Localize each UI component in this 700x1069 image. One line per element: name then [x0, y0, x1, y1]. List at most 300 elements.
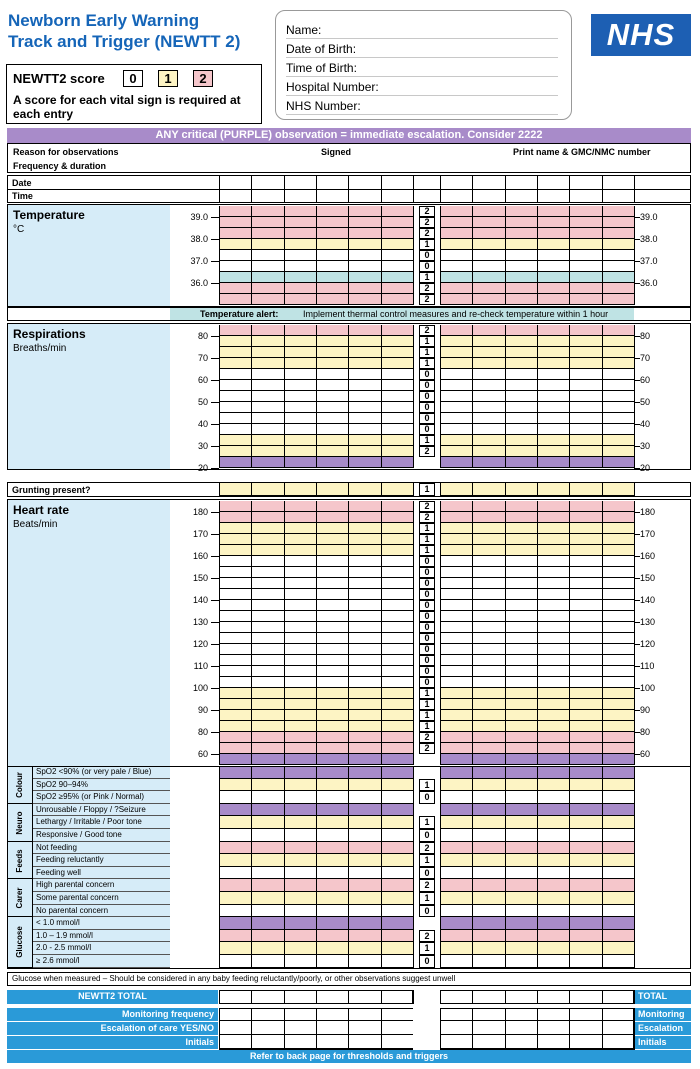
grid-line — [413, 325, 414, 468]
category-score: 1 — [419, 816, 435, 829]
grid-line — [602, 483, 603, 496]
grid-line — [316, 175, 317, 203]
category-score: 1 — [419, 942, 435, 955]
respirations-score: 0 — [419, 380, 435, 391]
grid-line — [440, 501, 441, 765]
grid-line — [537, 1008, 538, 1050]
grid-line — [440, 325, 441, 468]
tick — [634, 622, 640, 623]
tick — [211, 666, 219, 667]
category-row-label: Feeding reluctantly — [33, 854, 170, 867]
temperature-score: 2 — [419, 206, 435, 217]
heart_rate-score: 1 — [419, 721, 435, 732]
tick — [211, 556, 219, 557]
heart_rate-score: 0 — [419, 578, 435, 589]
grid-line — [284, 501, 285, 765]
heart_rate-tick-right: 170 — [640, 529, 656, 539]
category-score: 2 — [419, 930, 435, 943]
tick — [634, 534, 640, 535]
grid-line — [602, 175, 603, 203]
category-name: Feeds — [14, 848, 24, 873]
tick — [634, 732, 640, 733]
tick — [634, 261, 640, 262]
grid-line — [634, 766, 635, 968]
temperature-score: 1 — [419, 239, 435, 250]
tick — [634, 468, 640, 469]
tick — [634, 710, 640, 711]
heart_rate-tick-right: 110 — [640, 661, 655, 671]
grid-line — [316, 483, 317, 496]
grid-line — [505, 766, 506, 968]
grid-line — [440, 483, 441, 496]
grid-line — [284, 1008, 285, 1050]
grid-line — [251, 325, 252, 468]
glucose-note: Glucose when measured – Should be considered in any baby feeding reluctantly/poorly, or other observations suggest unwell — [7, 972, 691, 986]
respirations-tick-right: 60 — [640, 375, 651, 385]
grid-line — [219, 501, 220, 765]
temperature-score: 2 — [419, 283, 435, 294]
grid-line — [219, 990, 220, 1004]
category-score: 0 — [419, 829, 435, 842]
grid-line — [537, 766, 538, 968]
heart_rate-score: 2 — [419, 501, 435, 512]
tick — [211, 283, 219, 284]
footer-label-right: Monitoring — [635, 1008, 691, 1021]
back-page-note: Refer to back page for thresholds and triggers — [7, 1050, 691, 1063]
patient-details — [275, 10, 572, 120]
grid-line — [634, 990, 635, 1004]
nhs-number-field[interactable]: NHS Number: — [286, 97, 558, 115]
footer-label-right: Escalation — [635, 1022, 691, 1035]
grid-line — [251, 501, 252, 765]
category-row-label: 1.0 – 1.9 mmol/l — [33, 930, 170, 943]
grid-line — [316, 990, 317, 1004]
tick — [211, 261, 219, 262]
heart_rate-score: 2 — [419, 512, 435, 523]
grid-line — [413, 501, 414, 765]
respirations-tick-left: 30 — [197, 441, 208, 451]
respirations-score: 2 — [419, 325, 435, 336]
reason-label: Reason for observations — [13, 147, 119, 157]
respirations-tick-left: 70 — [197, 353, 208, 363]
tick — [634, 556, 640, 557]
temperature-tick-left: 37.0 — [190, 256, 208, 266]
category-row-label: Some parental concern — [33, 892, 170, 905]
score-1-swatch: 1 — [158, 70, 178, 87]
temperature-score: 2 — [419, 294, 435, 305]
grid-line — [569, 990, 570, 1004]
heart_rate-score: 0 — [419, 644, 435, 655]
grid-line — [537, 206, 538, 305]
grid-line — [537, 325, 538, 468]
grid-line — [537, 501, 538, 765]
category-score: 0 — [419, 905, 435, 918]
grid-line — [505, 325, 506, 468]
grid-line — [316, 206, 317, 305]
temperature-name: Temperature — [13, 208, 85, 222]
heart_rate-tick-right: 140 — [640, 595, 656, 605]
grid-line — [219, 206, 220, 305]
grid-line — [602, 501, 603, 765]
tick — [634, 380, 640, 381]
grid-line — [381, 206, 382, 305]
heart_rate-tick-right: 60 — [640, 749, 651, 759]
heart_rate-tick-left: 60 — [197, 749, 208, 759]
total-label-left: NEWTT2 TOTAL — [7, 990, 218, 1004]
title-line-2: Track and Trigger (NEWTT 2) — [8, 32, 241, 51]
grid-line — [219, 483, 220, 496]
grid-line — [440, 1008, 441, 1050]
tick — [211, 217, 219, 218]
tick — [211, 534, 219, 535]
respirations-score: 1 — [419, 358, 435, 369]
category-row-label: SpO2 <90% (or very pale / Blue) — [33, 766, 170, 779]
grid-line — [251, 990, 252, 1004]
category-row-label: High parental concern — [33, 879, 170, 892]
grid-line — [251, 766, 252, 968]
category-row-label: SpO2 ≥95% (or Pink / Normal) — [33, 791, 170, 804]
tick — [634, 424, 640, 425]
respirations-tick-left: 50 — [197, 397, 208, 407]
heart_rate-tick-right: 100 — [640, 683, 656, 693]
temperature-tick-left: 38.0 — [190, 234, 208, 244]
grid-line — [602, 766, 603, 968]
tick — [211, 754, 219, 755]
grid-line — [602, 206, 603, 305]
tick — [634, 402, 640, 403]
grid-line — [348, 501, 349, 765]
date-label: Date — [12, 178, 32, 188]
respirations-unit: Breaths/min — [13, 343, 67, 354]
print-name-label: Print name & GMC/NMC number — [513, 147, 651, 157]
grid-line — [284, 325, 285, 468]
nhs-logo: NHS — [591, 14, 691, 56]
temperature-unit: °C — [13, 224, 25, 235]
grid-line — [505, 175, 506, 203]
grid-line — [251, 175, 252, 203]
tick — [211, 732, 219, 733]
category-score: 2 — [419, 879, 435, 892]
grid-line — [472, 206, 473, 305]
heart_rate-tick-left: 80 — [197, 727, 208, 737]
category-row-label: Lethargy / Irritable / Poor tone — [33, 816, 170, 829]
grid-line — [569, 1008, 570, 1050]
heart_rate-score: 2 — [419, 732, 435, 743]
heart_rate-score: 0 — [419, 611, 435, 622]
tick — [211, 424, 219, 425]
grid-line — [472, 325, 473, 468]
grid-line — [634, 1008, 635, 1050]
grid-line — [381, 501, 382, 765]
temperature-tick-right: 39.0 — [640, 212, 658, 222]
tick — [211, 622, 219, 623]
score-key-note: A score for each vital sign is required at each entry — [13, 93, 241, 121]
category-name: Glucose — [15, 926, 25, 959]
grid-line — [634, 206, 635, 305]
grid-line — [219, 1008, 220, 1050]
respirations-score: 0 — [419, 402, 435, 413]
temperature-score: 1 — [419, 272, 435, 283]
heart_rate-score: 0 — [419, 677, 435, 688]
category-row-label: < 1.0 mmol/l — [33, 917, 170, 930]
heart_rate-label-panel — [8, 500, 170, 766]
hospital-number-field[interactable]: Hospital Number: — [286, 78, 558, 96]
tick — [634, 578, 640, 579]
grid-line — [472, 483, 473, 496]
grid-line — [284, 175, 285, 203]
temp-alert-bold: Temperature alert: — [200, 309, 279, 319]
tick — [634, 688, 640, 689]
grid-line — [381, 766, 382, 968]
respirations-tick-left: 40 — [197, 419, 208, 429]
score-2-swatch: 2 — [193, 70, 213, 87]
heart_rate-tick-left: 120 — [192, 639, 208, 649]
temperature-tick-right: 36.0 — [640, 278, 658, 288]
grid-line — [251, 1008, 252, 1050]
tick — [211, 358, 219, 359]
category-row-label: Feeding well — [33, 867, 170, 880]
heart_rate-score: 0 — [419, 622, 435, 633]
respirations-tick-right: 30 — [640, 441, 651, 451]
heart_rate-unit: Beats/min — [13, 519, 58, 530]
heart_rate-score: 1 — [419, 688, 435, 699]
grid-line — [602, 990, 603, 1004]
grid-line — [634, 501, 635, 765]
heart_rate-score: 0 — [419, 567, 435, 578]
total-label-right: TOTAL — [635, 990, 691, 1004]
grid-line — [472, 990, 473, 1004]
grid-line — [440, 766, 441, 968]
grid-line — [284, 206, 285, 305]
tick — [211, 644, 219, 645]
grid-line — [348, 206, 349, 305]
heart_rate-score: 0 — [419, 666, 435, 677]
heart_rate-score: 0 — [419, 556, 435, 567]
tob-field[interactable]: Time of Birth: — [286, 59, 558, 77]
heart_rate-tick-left: 110 — [193, 661, 208, 671]
heart_rate-tick-right: 150 — [640, 573, 656, 583]
grid-line — [569, 483, 570, 496]
respirations-score: 1 — [419, 336, 435, 347]
tick — [211, 402, 219, 403]
respirations-score: 0 — [419, 424, 435, 435]
grunting-label: Grunting present? — [12, 485, 91, 495]
heart_rate-score: 1 — [419, 699, 435, 710]
footer-label-right: Initials — [635, 1036, 691, 1049]
grid-line — [634, 483, 635, 496]
respirations-tick-right: 80 — [640, 331, 651, 341]
heart_rate-tick-right: 80 — [640, 727, 651, 737]
heart_rate-tick-left: 140 — [192, 595, 208, 605]
grid-line — [219, 325, 220, 468]
respirations-tick-right: 40 — [640, 419, 651, 429]
grid-line — [251, 483, 252, 496]
grid-line — [413, 766, 414, 968]
tick — [211, 336, 219, 337]
heart_rate-tick-left: 170 — [192, 529, 208, 539]
grid-line — [472, 175, 473, 203]
grid-line — [413, 483, 414, 496]
tick — [634, 217, 640, 218]
temperature-tick-left: 36.0 — [190, 278, 208, 288]
heart_rate-score: 0 — [419, 600, 435, 611]
dob-field[interactable]: Date of Birth: — [286, 40, 558, 58]
respirations-tick-left: 80 — [197, 331, 208, 341]
tick — [211, 512, 219, 513]
respirations-score: 0 — [419, 391, 435, 402]
grid-line — [316, 501, 317, 765]
temperature-score: 2 — [419, 217, 435, 228]
grid-line — [316, 1008, 317, 1050]
grid-line — [219, 766, 220, 968]
title-line-1: Newborn Early Warning — [8, 11, 200, 30]
temperature-tick-left: 39.0 — [190, 212, 208, 222]
respirations-score: 1 — [419, 435, 435, 446]
grid-line — [537, 175, 538, 203]
time-label: Time — [12, 191, 33, 201]
score-0-swatch: 0 — [123, 70, 143, 87]
heart_rate-score: 1 — [419, 710, 435, 721]
grid-line — [348, 1008, 349, 1050]
tick — [634, 358, 640, 359]
respirations-tick-right: 70 — [640, 353, 651, 363]
grid-line — [381, 1008, 382, 1050]
heart_rate-tick-left: 90 — [197, 705, 208, 715]
category-name: Carer — [14, 887, 24, 909]
form-title — [8, 10, 278, 52]
tick — [634, 512, 640, 513]
tick — [634, 336, 640, 337]
grid-line — [219, 175, 220, 203]
category-score: 1 — [419, 892, 435, 905]
tick — [634, 239, 640, 240]
footer-gap — [413, 1008, 440, 1050]
temperature-score: 0 — [419, 250, 435, 261]
heart_rate-tick-right: 180 — [640, 507, 656, 517]
grid-line — [348, 766, 349, 968]
tick — [211, 578, 219, 579]
respirations-score: 0 — [419, 413, 435, 424]
temperature-score: 0 — [419, 261, 435, 272]
heart_rate-score: 1 — [419, 545, 435, 556]
heart_rate-score: 1 — [419, 523, 435, 534]
tick — [634, 446, 640, 447]
grid-line — [472, 1008, 473, 1050]
heart_rate-tick-right: 120 — [640, 639, 656, 649]
grid-line — [316, 766, 317, 968]
temperature-score: 2 — [419, 228, 435, 239]
tick — [211, 446, 219, 447]
category-score: 1 — [419, 779, 435, 792]
grid-line — [440, 990, 441, 1004]
respirations-name: Respirations — [13, 327, 86, 341]
category-row-label: ≥ 2.6 mmol/l — [33, 955, 170, 968]
respirations-tick-left: 20 — [197, 463, 208, 473]
grid-line — [569, 325, 570, 468]
grid-line — [348, 325, 349, 468]
grid-line — [348, 990, 349, 1004]
score-key-label: NEWTT2 score — [13, 71, 105, 86]
tick — [211, 688, 219, 689]
heart_rate-tick-right: 160 — [640, 551, 656, 561]
score-key — [6, 64, 262, 124]
grid-line — [602, 1008, 603, 1050]
tick — [211, 380, 219, 381]
heart_rate-tick-left: 180 — [192, 507, 208, 517]
name-field[interactable]: Name: — [286, 21, 558, 39]
grid-line — [537, 990, 538, 1004]
temperature-tick-right: 38.0 — [640, 234, 658, 244]
grid-line — [413, 206, 414, 305]
temp-alert-text: Implement thermal control measures and re-check temperature within 1 hour — [303, 309, 609, 319]
grid-line — [505, 206, 506, 305]
respirations-score: 1 — [419, 347, 435, 358]
grid-line — [381, 175, 382, 203]
grid-line — [602, 325, 603, 468]
heart_rate-score: 0 — [419, 633, 435, 644]
tick — [634, 644, 640, 645]
grid-line — [634, 175, 635, 203]
category-row-label: SpO2 90–94% — [33, 779, 170, 792]
grid-line — [569, 206, 570, 305]
heart_rate-score: 2 — [419, 743, 435, 754]
category-name: Colour — [14, 772, 24, 798]
grid-line — [284, 990, 285, 1004]
heart_rate-name: Heart rate — [13, 503, 70, 517]
heart_rate-tick-left: 100 — [192, 683, 208, 693]
grid-line — [537, 483, 538, 496]
category-row-label: Unrousable / Floppy / ?Seizure — [33, 804, 170, 817]
category-score: 0 — [419, 791, 435, 804]
grid-line — [348, 175, 349, 203]
frequency-label: Frequency & duration — [13, 161, 107, 171]
temperature-tick-right: 37.0 — [640, 256, 658, 266]
grid-line — [472, 766, 473, 968]
grunting-score: 1 — [419, 483, 435, 496]
respirations-tick-left: 60 — [197, 375, 208, 385]
observation-header — [7, 143, 691, 173]
tick — [634, 283, 640, 284]
respirations-tick-right: 20 — [640, 463, 651, 473]
grid-line — [505, 990, 506, 1004]
category-row-label: No parental concern — [33, 905, 170, 918]
heart_rate-tick-left: 160 — [192, 551, 208, 561]
heart_rate-score: 0 — [419, 655, 435, 666]
category-row-label: Responsive / Good tone — [33, 829, 170, 842]
heart_rate-tick-right: 130 — [640, 617, 656, 627]
tick — [634, 666, 640, 667]
tick — [634, 600, 640, 601]
grid-line — [381, 990, 382, 1004]
tick — [634, 754, 640, 755]
respirations-tick-right: 50 — [640, 397, 651, 407]
heart_rate-tick-right: 90 — [640, 705, 651, 715]
grid-line — [251, 206, 252, 305]
heart_rate-tick-left: 150 — [192, 573, 208, 583]
grid-line — [505, 1008, 506, 1050]
grid-line — [381, 325, 382, 468]
tick — [211, 468, 219, 469]
grid-line — [440, 175, 441, 203]
category-score: 0 — [419, 955, 435, 968]
respirations-score: 2 — [419, 446, 435, 457]
category-score: 0 — [419, 867, 435, 880]
grid-line — [413, 990, 414, 1004]
grid-line — [440, 206, 441, 305]
category-row-label: 2.0 - 2.5 mmol/l — [33, 942, 170, 955]
grid-line — [348, 483, 349, 496]
heart_rate-score: 0 — [419, 589, 435, 600]
